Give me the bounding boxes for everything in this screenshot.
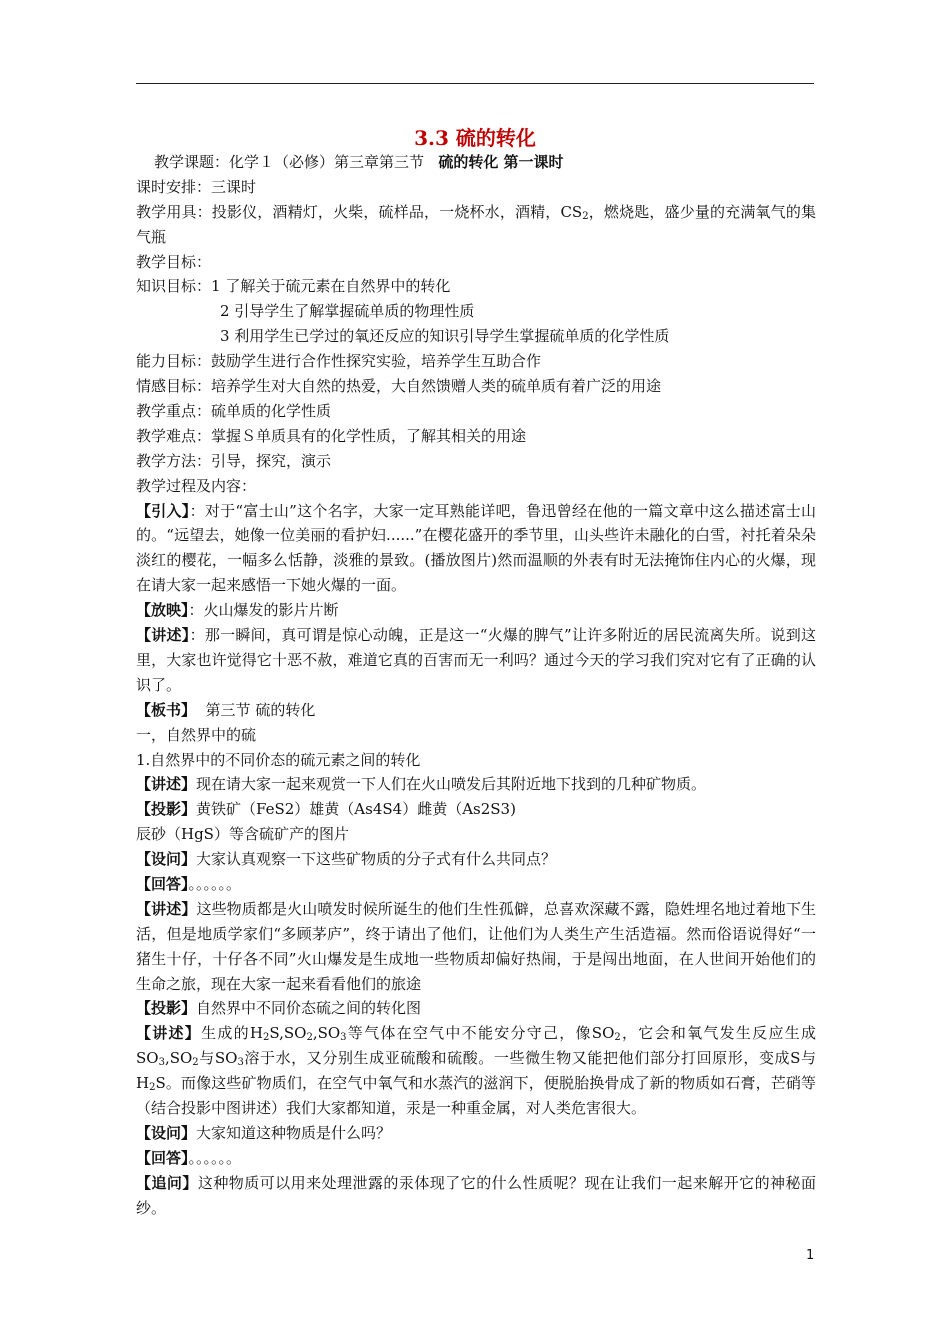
header-rule	[136, 83, 814, 84]
knowledge-goal-3: 3 利用学生已学过的氧还反应的知识引导学生掌握硫单质的化学性质	[220, 327, 670, 346]
knowledge-goal-1	[136, 274, 816, 299]
lesson-content	[136, 150, 816, 1221]
projection-paragraph-1-cont: 辰砂（HgS）等含硫矿产的图片	[136, 825, 349, 844]
tag-intro: 【引入】	[136, 501, 190, 520]
projection-paragraph-2: 【投影】自然界中不同价态硫之间的转化图	[136, 999, 422, 1018]
difficulty: 教学难点：掌握Ｓ单质具有的化学性质，了解其相关的用途	[136, 426, 527, 445]
answer-paragraph-1: 【回答】。。。。。。	[136, 874, 242, 893]
lesson-topic	[136, 150, 816, 175]
section-heading-1: 一，自然界中的硫	[136, 725, 257, 744]
answer-paragraph-2: 【回答】。。。。。。	[136, 1148, 242, 1167]
lesson-topic-bold: 硫的转化 第一课时	[438, 153, 564, 171]
board-paragraph: 【板书】 第三节 硫的转化	[136, 700, 316, 719]
lesson-topic-label: 教学课题：化学１（必修）第三章第三节	[154, 153, 425, 171]
follow-up-paragraph: 【追问】这种物质可以用来处理泄露的汞体现了它的什么性质呢？现在让我们一起来解开它的神秘面纱。	[136, 1173, 816, 1217]
talk-paragraph-3: 【讲述】这些物质都是火山喷发时候所诞生的他们生性孤僻，总喜欢深藏不露，隐姓埋名地过着地下生活，但是地质学家们“多顾茅庐”，终于请出了他们，让他们为人类生产生活造福。然而俗语说得好“一猪生十仔，十仔各不同”火山爆发是生成地一些物质却偏好热闹，于是闯出地面，在人世间开始他们的生命之旅，现在大家一起来看看他们的旅途	[136, 899, 816, 993]
talk-paragraph-4: 【讲述】生成的$H_2S,SO_2,SO_3$等气体在空气中不能安分守己，像$SO_2$，它会和氧气发生反应生成$SO_3,SO_2$与$SO_3$溶于水，又分别生成亚硫酸和硫酸。一些微生物又能把他们部分打回原形，变成S与$H_2S$。而像这些矿物质们，在空气中氧气和水蒸汽的滋润下，便脱胎换骨成了新的物质如石膏，芒硝等（结合投影中图讲述）我们大家都知道，汞是一种重金属，对人类危害很大。	[136, 1024, 817, 1118]
emotion-goal: 情感目标：培养学生对大自然的热爱，大自然馈赠人类的硫单质有着广泛的用途	[136, 377, 662, 396]
question-paragraph-1: 【设问】大家认真观察一下这些矿物质的分子式有什么共同点？	[136, 850, 557, 869]
schedule: 课时安排：三课时	[136, 177, 257, 196]
talk-paragraph-2: 【讲述】现在请大家一起来观赏一下人们在火山喷发后其附近地下找到的几种矿物质。	[136, 775, 707, 794]
page-title: 3.3 硫的转化	[414, 126, 536, 150]
page-number: 1	[806, 1248, 815, 1263]
section-heading-1-1: 1.自然界中的不同价态的硫元素之间的转化	[136, 750, 421, 769]
talk-paragraph-1: 【讲述】：那一瞬间，真可谓是惊心动魄，正是这一“火爆的脾气”让许多附近的居民流离失所。说到这里，大家也许觉得它十恶不赦，难道它真的百害而无一利吗？通过今天的学习我们究对它有了正确的认识了。	[136, 626, 816, 694]
knowledge-label: 知识目标：	[136, 277, 212, 296]
teaching-method: 教学方法：引导，探究，演示	[136, 451, 332, 470]
key-point: 教学重点：硫单质的化学性质	[136, 401, 332, 420]
process-label: 教学过程及内容：	[136, 476, 257, 495]
knowledge-goal-2: 2 引导学生了解掌握硫单质的物理性质	[220, 302, 475, 321]
intro-paragraph: 【引入】：对于“富士山”这个名字，大家一定耳熟能详吧，鲁迅曾经在他的一篇文章中这么描述富士山的。“远望去，她像一位美丽的看护妇......”在樱花盛开的季节里，山头些许未融化的白雪，衬托着朵朵淡红的樱花，一幅多么恬静，淡雅的景致。(播放图片)然而温顺的外表有时无法掩饰住内心的火爆，现在请大家一起来感悟一下她火爆的一面。	[136, 501, 816, 595]
teaching-tools: 教学用具：投影仪，酒精灯，火柴，硫样品，一烧杯水，酒精，$CS_2$，燃烧匙，盛少量的充满氧气的集气瓶	[136, 202, 816, 246]
knowledge-item: 1 了解关于硫元素在自然界中的转化	[211, 277, 451, 296]
show-paragraph: 【放映】：火山爆发的影片片断	[136, 601, 339, 620]
projection-paragraph-1: 【投影】黄铁矿（FeS2）雄黄（As4S4）雌黄（As2S3)	[136, 800, 516, 819]
ability-goal: 能力目标：鼓励学生进行合作性探究实验，培养学生互助合作	[136, 352, 542, 371]
objectives-label: 教学目标：	[136, 252, 212, 271]
question-paragraph-2: 【设问】大家知道这种物质是什么吗？	[136, 1124, 392, 1142]
